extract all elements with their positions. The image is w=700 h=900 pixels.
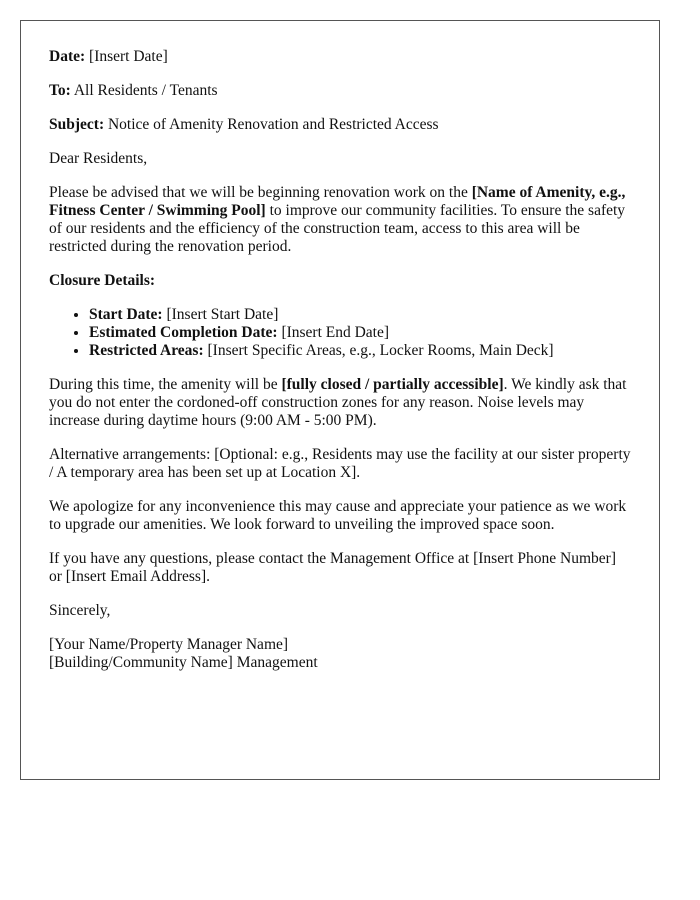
- date-label: Date:: [49, 48, 86, 65]
- signature-organization: [Building/Community Name] Management: [49, 654, 318, 671]
- date-line: [49, 48, 631, 66]
- to-label: To:: [49, 82, 71, 99]
- to-value: All Residents / Tenants: [70, 82, 218, 99]
- closure-details-list: [49, 306, 631, 360]
- letter-document: [20, 20, 660, 780]
- list-item-start-date: [89, 306, 631, 324]
- intro-paragraph: [49, 184, 631, 256]
- restricted-areas-value: [Insert Specific Areas, e.g., Locker Rooms, Main Deck]: [203, 342, 554, 359]
- amenity-name-placeholder: [Name of Amenity, e.g., Fitness Center / Swimming Pool]: [49, 184, 626, 219]
- list-item-restricted-areas: [89, 342, 631, 360]
- list-item-completion-date: [89, 324, 631, 342]
- subject-line: [49, 116, 631, 134]
- signature-block: [49, 636, 631, 672]
- to-line: [49, 82, 631, 100]
- subject-label: Subject:: [49, 116, 105, 133]
- closure-heading: Closure Details:: [49, 272, 156, 289]
- access-status-placeholder: [fully closed / partially accessible]: [281, 376, 504, 393]
- restricted-areas-label: Restricted Areas:: [89, 342, 204, 359]
- closing: Sincerely,: [49, 602, 111, 619]
- intro-text-end: to improve our community facilities. To ensure the safety of our residents and the efficiency of the construction team, access to this area will be restricted during the renovation period.: [49, 202, 626, 255]
- contact-paragraph: If you have any questions, please contact the Management Office at [Insert Phone Number] or [Insert Email Address].: [49, 550, 616, 585]
- subject-value: Notice of Amenity Renovation and Restricted Access: [104, 116, 439, 133]
- completion-date-label: Estimated Completion Date:: [89, 324, 278, 341]
- alternative-paragraph: Alternative arrangements: [Optional: e.g., Residents may use the facility at our sister property / A temporary area has been set up at Location X].: [49, 446, 631, 481]
- signature-name: [Your Name/Property Manager Name]: [49, 636, 289, 653]
- greeting: Dear Residents,: [49, 150, 148, 167]
- start-date-value: [Insert Start Date]: [162, 306, 279, 323]
- date-value: [Insert Date]: [85, 48, 168, 65]
- access-text-end: . We kindly ask that you do not enter the cordoned-off construction zones for any reason. Noise levels may increase during daytime hours (9:00 AM - 5:00 PM).: [49, 376, 627, 429]
- access-paragraph: [49, 376, 631, 430]
- intro-text-start: Please be advised that we will be beginning renovation work on the: [49, 184, 472, 201]
- access-text-start: During this time, the amenity will be: [49, 376, 282, 393]
- apology-paragraph: We apologize for any inconvenience this may cause and appreciate your patience as we work to upgrade our amenities. We look forward to unveiling the improved space soon.: [49, 498, 627, 533]
- completion-date-value: [Insert End Date]: [277, 324, 390, 341]
- start-date-label: Start Date:: [89, 306, 163, 323]
